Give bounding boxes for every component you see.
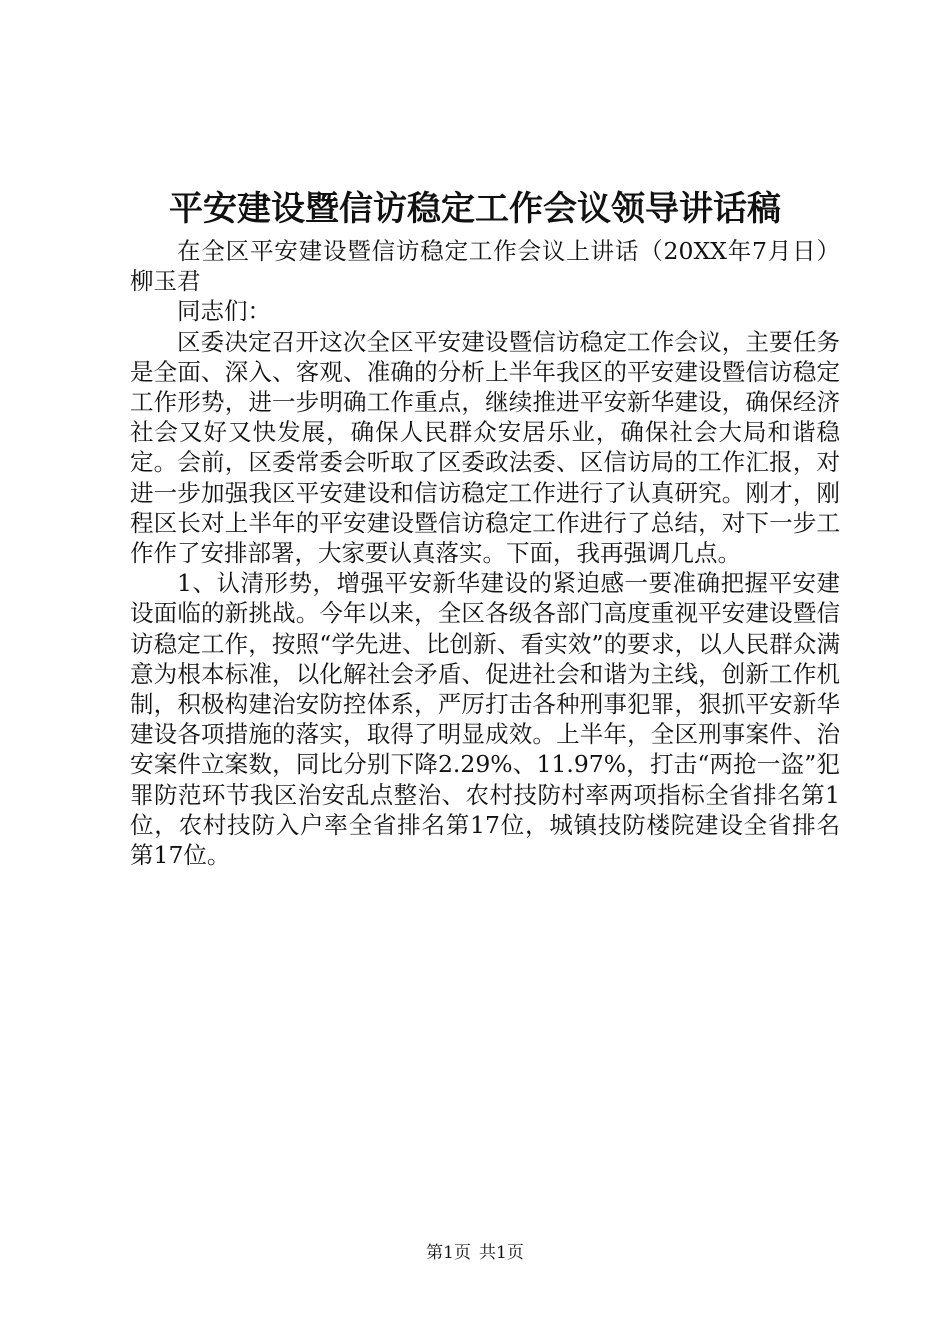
document-body — [130, 236, 840, 870]
page-footer — [0, 1241, 950, 1265]
page-total: 共1页 — [479, 1243, 524, 1263]
intro-paragraph: 区委决定召开这次全区平安建设暨信访稳定工作会议，主要任务是全面、深入、客观、准确的分析上半年我区的平安建设暨信访稳定工作形势，进一步明确工作重点，继续推进平安新华建设，确保经济社会又好又快发展，确保人民群众安居乐业，确保社会大局和谐稳定。会前，区委常委会听取了区委政法委、区信访局的工作汇报，对进一步加强我区平安建设和信访稳定工作进行了认真研究。刚才，刚程区长对上半年的平安建设暨信访稳定工作进行了总结，对下一步工作作了安排部署，大家要认真落实。下面，我再强调几点。 — [130, 327, 840, 568]
section-1-paragraph: 1、认清形势，增强平安新华建设的紧迫感一要准确把握平安建设面临的新挑战。今年以来，全区各级各部门高度重视平安建设暨信访稳定工作，按照“学先进、比创新、看实效”的要求，以人民群众满意为根本标准，以化解社会矛盾、促进社会和谐为主线，创新工作机制，积极构建治安防控体系，严厉打击各种刑事犯罪，狠抓平安新华建设各项措施的落实，取得了明显成效。上半年，全区刑事案件、治安案件立案数，同比分别下降2.29%、11.97%，打击“两抢一盗”犯罪防范环节我区治安乱点整治、农村技防村率两项指标全省排名第1位，农村技防入户率全省排名第17位，城镇技防楼院建设全省排名第17位。 — [130, 569, 840, 870]
speech-heading-paragraph: 在全区平安建设暨信访稳定工作会议上讲话（20XX年7月日）柳玉君 — [130, 237, 840, 296]
document-title: 平安建设暨信访稳定工作会议领导讲话稿 — [169, 189, 781, 229]
salutation-paragraph: 同志们： — [177, 297, 271, 326]
page-number: 第1页 — [426, 1243, 471, 1263]
